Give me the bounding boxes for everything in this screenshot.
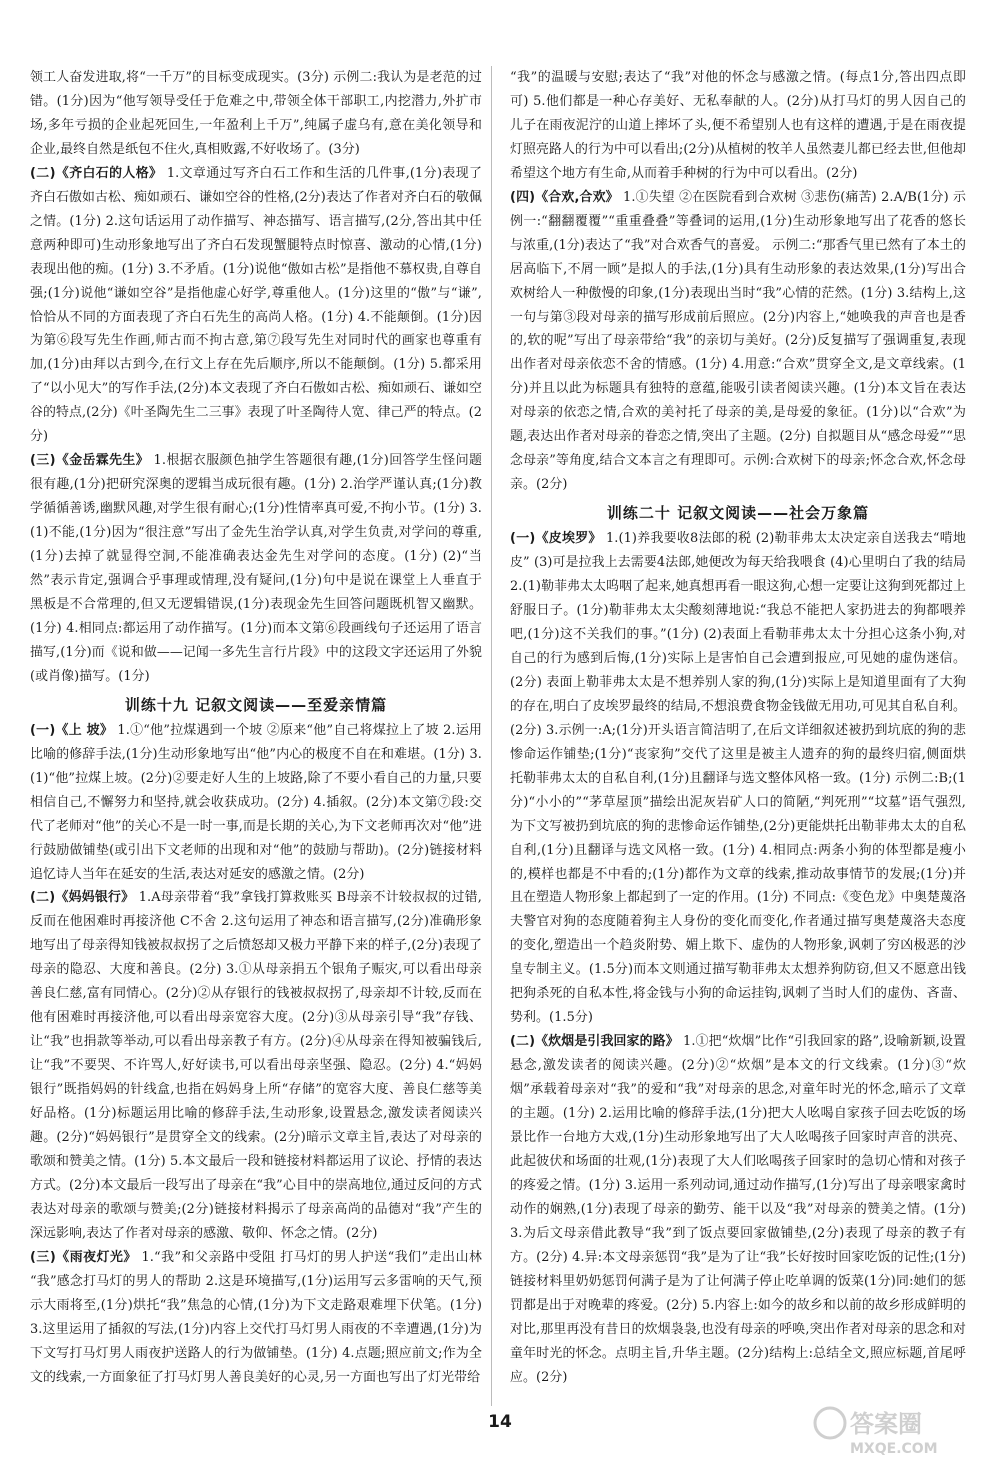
passage-title: (二)《炊烟是引我回家的路》: [510, 1034, 679, 1050]
watermark-url: MXQE.COM: [850, 1441, 938, 1457]
watermark-circle-icon: [815, 1408, 845, 1438]
answer-paragraph: (一)《皮埃罗》 1.(1)养我要收8法郎的税 (2)勒菲弗太太决定亲自送我去“啃地皮” (3)可是拉我上去需要4法郎,她便改为每天给我喂食 (4)心里明白了我的结局 2.(1)勒菲弗太太呜咽了起来,她真想再看一眼这狗,心想一定要让这狗到死都过上舒服日子。(1分)勒菲弗太太尖酸刻薄地说:“我总不能把人家扔进去的狗都喂养吧,(1分)这不关我们的事。”(1分) (2)表面上看勒菲弗太太十分担心这条小狗,对自己的行为感到后悔,(1分)实际上是害怕自己会遭到报应,可见她的虚伪迷信。(2分) 表面上勒菲弗太太是不想养别人家的狗,(1分)实际上是知道里面有了大狗的存在,明白了皮埃罗最终的结局,不想浪费食物金钱做无用功,可见其自私自利。(2分) 3.示例一:A;(1分)开头语言简洁明了,在后文详细叙述被扔到坑底的狗的悲惨命运作铺垫;(1分)“丧家狗”交代了这里是被主人遗弃的狗的最终归宿,侧面烘托勒菲弗太太的自私自利,(1分)且翻译与选文整体风格一致。(1分) 示例二:B;(1分)“小小的”“茅草屋顶”描绘出泥灰岩矿人口的简陋,“判死刑”“坟墓”语气强烈,为下文写被扔到坑底的狗的悲惨命运作铺垫,(2分)更能烘托出勒菲弗太太的自私自利,(1分)且翻译与选文风格一致。(1分) 4.相同点:两条小狗的体型都是瘦小的,模样也都是不中看的;(1分)都作为文章的线索,推动故事情节的发展;(1分)并且在塑造人物形象上都起到了一定的作用。(1分) 不同点:《变色龙》中奥楚蔑洛夫警官对狗的态度随着狗主人身份的变化而变化,作者通过描写奥楚蔑洛夫态度的变化,塑造出一个趋炎附势、媚上欺下、虚伪的人物形象,讽刺了穷凶极恶的沙皇专制主义。(1.5分)而本文则通过描写勒菲弗太太想养狗防窃,但又不愿意出钱把狗杀死的自私本性,将金钱与小狗的命运挂钩,讽刺了当时人们的虚伪、吝啬、势利。(1.5分): [510, 531, 966, 1026]
answer-paragraph: 领工人奋发进取,将“一千万”的目标变成现实。(3分) 示例二:我认为是老范的过错。(1分)因为“他写领导受任于危难之中,带领全体干部职工,内挖潜力,外扩市场,多年亏损的企业起死回生,一年盈利上千万”,纯属子虚乌有,意在美化领导和企业,最终自然是纸包不住火,真相败露,不好收场了。(3分): [30, 70, 482, 157]
answer-paragraph: (二)《妈妈银行》 1.A母亲带着“我”拿钱打算救账买 B母亲不计较叔叔的过错,反而在他困难时再接济他 C不舍 2.这句运用了神态和语言描写,(2分)准确形象地写出了母亲得知钱被叔叔拐了之后愤怒却又极力平静下来的样子,(2分)表现了母亲的隐忍、大度和善良。(2分) 3.①从母亲捐五个银角子赈灾,可以看出母亲善良仁慈,富有同情心。(2分)②从存银行的钱被叔叔拐了,母亲却不计较,反而在他有困难时再接济他,可以看出母亲宽容大度。(2分)③从母亲引导“我”存钱、让“我”也捐款等举动,可以看出母亲教子有方。(2分)④从母亲在得知被骗钱后,让“我”不要哭、不许骂人,好好读书,可以看出母亲坚强、隐忍。(2分) 4.“妈妈银行”既指妈妈的针线盒,也指在妈妈身上所“存储”的宽容大度、善良仁慈等美好品格。(1分)标题运用比喻的修辞手法,生动形象,设置悬念,激发读者阅读兴趣。(2分)“妈妈银行”是贯穿全文的线索。(2分)暗示文章主旨,表达了对母亲的歌颂和赞美之情。(1分) 5.本文最后一段和链接材料都运用了议论、抒情的表达方式。(2分)本文最后一段写出了母亲在“我”心目中的崇高地位,通过反问的方式表达对母亲的歌颂与赞美;(2分)链接材料揭示了母亲高尚的品德对“我”产生的深远影响,表达了作者对母亲的感激、敬仰、怀念之情。(2分): [30, 890, 483, 1241]
watermark-text: 答案圈: [850, 1410, 922, 1438]
page-number: 14: [488, 1412, 512, 1432]
answer-paragraph: (二)《炊烟是引我回家的路》 1.①把“炊烟”比作“引我回家的路”,设喻新颖,设置悬念,激发读者的阅读兴趣。(2分)②“炊烟”是本文的行文线索。(1分)③“炊烟”承载着母亲对“我”的爱和“我”对母亲的思念,对童年时光的怀念,暗示了文章的主题。(1分) 2.运用比喻的修辞手法,(1分)把大人吆喝自家孩子回去吃饭的场景比作一台地方大戏,(1分)生动形象地写出了大人吆喝孩子回家时声音的洪亮、此起彼伏和场面的壮观,(1分)表现了大人们吆喝孩子回家时的急切心情和对孩子的疼爱之情。(1分) 3.运用一系列动词,通过动作描写,(1分)写出了母亲喂家禽时动作的娴熟,(1分)表现了母亲的勤劳、能干以及“我”对母亲的赞美之情。(1分) 3.为后文母亲借此教导“我”到了饭点要回家做铺垫,(2分)表现了母亲的教子有方。(2分) 4.异:本文母亲惩罚“我”是为了让“我”长好按时回家吃饭的记性;(1分)链接材料里奶奶惩罚何满子是为了让何满子停止吃单调的饭菜(1分)同:她们的惩罚都是出于对晚辈的疼爱。(2分) 5.内容上:如今的故乡和以前的故乡形成鲜明的对比,那里再没有昔日的炊烟袅袅,也没有母亲的呼唤,突出作者对母亲的思念和对童年时光的怀念。点明主旨,升华主题。(2分)结构上:总结全文,照应标题,首尾呼应。(2分): [510, 1034, 967, 1385]
answer-paragraph: (三)《雨夜灯光》 1.“我”和父亲路中受阻 打马灯的男人护送“我们”走出山林 “我”感念打马灯的男人的帮助 2.这是环境描写,(1分)运用写云多雷响的天气,预示大雨将至,(1分)烘托“我”焦急的心情,(1分)为下文走路艰难埋下伏笔。(1分) 3.这里运用了插叙的写法,(1分)内容上交代打马灯男人雨夜的不幸遭遇,(1分)为下文写打马灯男人雨夜护送路人的行为做铺垫。(1分) 4.点题;照应前文;作为全文的线索,一方面象征了打马灯男人善良美好的心灵,另一方面也写出了灯光带给: [30, 1249, 482, 1385]
section-heading: 训练二十 记叙文阅读——社会万象篇: [606, 504, 870, 523]
passage-title: (四)《合欢,合欢》: [510, 189, 619, 205]
watermark-logo: [810, 1401, 970, 1459]
passage-title: (一)《上 坡》: [30, 722, 114, 738]
section-heading: 训练十九 记叙文阅读——至爱亲情篇: [124, 695, 388, 714]
passage-title: (三)《金岳霖先生》: [30, 453, 150, 469]
column-divider: [491, 66, 492, 1406]
right-column: [510, 66, 966, 1389]
answer-paragraph: “我”的温暖与安慰;表达了“我”对他的怀念与感激之情。(每点1分,答出四点即可) 5.他们都是一种心存美好、无私奉献的人。(2分)从打马灯的男人因自己的儿子在雨夜泥泞的山道上摔坏了头,便不希望别人也有这样的遭遇,于是在雨夜提灯照亮路人的行为中可以看出;(2分)从植树的牧羊人虽然妻儿都已经去世,但他却希望这个地方有生命,从而着手种树的行为中可以看出。(2分): [510, 70, 966, 181]
answer-paragraph: (三)《金岳霖先生》 1.根据衣服颜色抽学生答题很有趣,(1分)回答学生怪问题很有趣,(1分)把研究深奥的逻辑当成玩很有趣。(1分) 2.治学严谨认真;(1分)教学循循善诱,幽默风趣,对学生很有耐心;(1分)性情率真可爱,不拘小节。(1分) 3.(1)不能,(1分)因为“很注意”写出了金先生治学认真,对学生负责,对学问的尊重,(1分)去掉了就显得空洞,不能准确表达金先生对学问的态度。(1分) (2)“当然”表示肯定,强调合乎事理或情理,没有疑问,(1分)句中是说在课堂上人垂直于黑板是不合常理的,但又无逻辑错误,(1分)表现金先生回答问题既机智又幽默。(1分) 4.相同点:都运用了动作描写。(1分)而本文第⑥段画线句子还运用了语言描写,(1分)而《说和做——记闻一多先生言行片段》中的这段文字还运用了外貌(或肖像)描写。(1分): [30, 453, 482, 684]
passage-title: (二)《齐白石的人格》: [30, 165, 163, 181]
passage-title: (二)《妈妈银行》: [30, 890, 135, 906]
passage-title: (三)《雨夜灯光》: [30, 1249, 137, 1265]
answer-paragraph: (四)《合欢,合欢》 1.①失望 ②在医院看到合欢树 ③悲伤(痛苦) 2.A/B(1分) 示例一:“翻翻覆覆”“重重叠叠”等叠词的运用,(1分)生动形象地写出了花香的悠长与浓重,(1分)表达了“我”对合欢香气的喜爱。 示例二:“那香气里已然有了本土的居高临下,不屑一顾”是拟人的手法,(1分)具有生动形象的表达效果,(1分)写出合欢树给人一种傲慢的印象,(1分)表现出当时“我”心情的茫然。(1分) 3.结构上,这一句与第③段对母亲的描写形成前后照应。(2分)内容上,“她唤我的声音也是香的,软的呢”写出了母亲带给“我”的亲切与美好。(2分)反复描写了强调重复,表现出作者对母亲依恋不舍的情感。(1分) 4.用意:“合欢”贯穿全文,是文章线索。(1分)并且以此为标题具有独特的意蕴,能吸引读者阅读兴趣。(1分)本文旨在表达对母亲的依恋之情,合欢的美衬托了母亲的美,是母爱的象征。(1分)以“合欢”为题,表达出作者对母亲的眷恋之情,突出了主题。(2分) 自拟题目从“感念母爱”“思念母亲”等角度,结合文本言之有理即可。示例:合欢树下的母亲;怀念合欢,怀念母亲。(2分): [510, 189, 966, 493]
left-column: [30, 66, 482, 1389]
passage-title: (一)《皮埃罗》: [510, 531, 602, 547]
answer-paragraph: (一)《上 坡》 1.①“他”拉煤遇到一个坡 ②原来“他”自己将煤拉上了坡 2.运用比喻的修辞手法,(1分)生动形象地写出“他”内心的极度不自在和难堪。(1分) 3.(1)“他”拉煤上坡。(2分)②要走好人生的上坡路,除了不要小看自己的力量,只要相信自己,不懈努力和坚持,就会收获成功。(2分) 4.插叙。(2分)本文第⑦段:交代了老师对“他”的关心不是一时一事,而是长期的关心,为下文老师再次对“他”进行鼓励做铺垫(或引出下文老师的出现和对“他”的鼓励与帮助)。(2分)链接材料追忆诗人当年在延安的生活,表达对延安的感激之情。(2分): [30, 722, 482, 882]
answer-paragraph: (二)《齐白石的人格》 1.文章通过写齐白石工作和生活的几件事,(1分)表现了齐白石傲如古松、痴如顽石、谦如空谷的性格,(2分)表达了作者对齐白石的敬佩之情。(1分) 2.这句话运用了动作描写、神态描写、语言描写,(2分,答出其中任意两种即可)生动形象地写出了齐白石发现蟹腿特点时惊喜、激动的心情,(1分)表现出他的痴。(1分) 3.不矛盾。(1分)说他“傲如古松”是指他不慕权贵,自尊自强;(1分)说他“谦如空谷”是指他虚心好学,尊重他人。(1分)这里的“傲”与“谦”,恰恰从不同的方面表现了齐白石先生的高尚人格。(1分) 4.不能颠倒。(1分)因为第⑥段写先生作画,师古而不拘古意,第⑦段写先生对同时代的画家也尊重有加,(1分)由拜以古到今,在行文上存在先后顺序,所以不能颠倒。(1分) 5.都采用了“以小见大”的写作手法,(2分)本文表现了齐白石傲如古松、痴如顽石、谦如空谷的特点,(2分)《叶圣陶先生二三事》表现了叶圣陶待人宽、律己严的特点。(2分): [30, 165, 482, 445]
